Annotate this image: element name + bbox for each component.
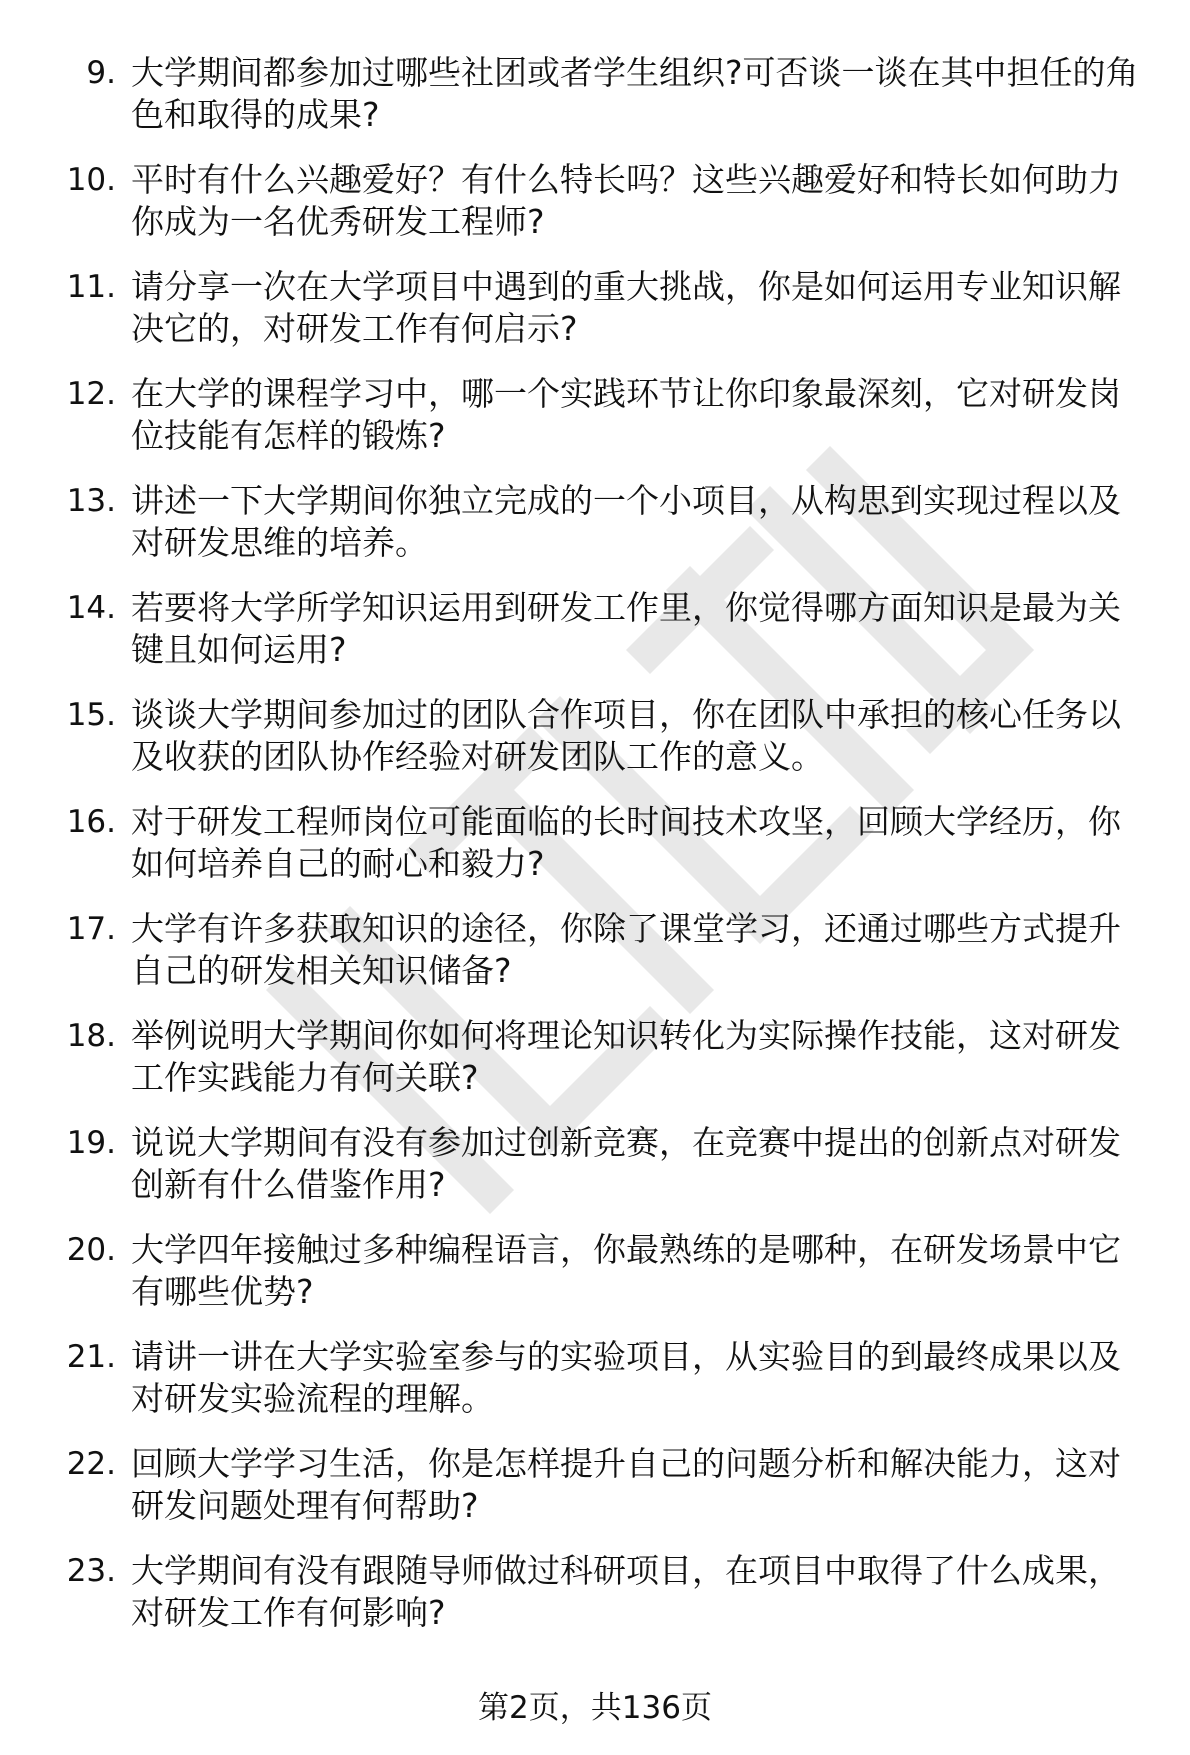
question-item bbox=[0, 1443, 1190, 1527]
question-number: 15. bbox=[66, 697, 116, 733]
question-text: 讲述一下大学期间你独立完成的一个小项目，从构思到实现过程以及对研发思维的培养。 bbox=[131, 481, 1121, 562]
question-number: 9. bbox=[86, 55, 116, 91]
question-item bbox=[0, 1122, 1190, 1206]
question-number: 21. bbox=[66, 1339, 116, 1375]
question-number: 10. bbox=[66, 162, 116, 198]
question-item bbox=[0, 587, 1190, 671]
question-text: 请讲一讲在大学实验室参与的实验项目，从实验目的到最终成果以及对研发实验流程的理解。 bbox=[131, 1337, 1121, 1418]
question-item bbox=[0, 694, 1190, 778]
question-number: 14. bbox=[66, 590, 116, 626]
question-number: 23. bbox=[66, 1553, 116, 1589]
question-item bbox=[0, 52, 1190, 136]
question-number: 13. bbox=[66, 483, 116, 519]
question-number: 20. bbox=[66, 1232, 116, 1268]
question-number: 12. bbox=[66, 376, 116, 412]
question-item bbox=[0, 480, 1190, 564]
question-text: 大学期间都参加过哪些社团或者学生组织?可否谈一谈在其中担任的角色和取得的成果? bbox=[131, 53, 1139, 134]
question-number: 18. bbox=[66, 1018, 116, 1054]
question-text: 大学有许多获取知识的途径，你除了课堂学习，还通过哪些方式提升自己的研发相关知识储备? bbox=[131, 909, 1121, 990]
question-item bbox=[0, 159, 1190, 243]
question-text: 在大学的课程学习中，哪一个实践环节让你印象最深刻，它对研发岗位技能有怎样的锻炼? bbox=[131, 374, 1121, 455]
question-text: 回顾大学学习生活，你是怎样提升自己的问题分析和解决能力，这对研发问题处理有何帮助? bbox=[131, 1444, 1121, 1525]
question-item bbox=[0, 373, 1190, 457]
question-text: 大学期间有没有跟随导师做过科研项目，在项目中取得了什么成果，对研发工作有何影响? bbox=[131, 1551, 1121, 1632]
question-text: 若要将大学所学知识运用到研发工作里，你觉得哪方面知识是最为关键且如何运用? bbox=[131, 588, 1121, 669]
question-number: 16. bbox=[66, 804, 116, 840]
question-item bbox=[0, 1015, 1190, 1099]
question-text: 大学四年接触过多种编程语言，你最熟练的是哪种，在研发场景中它有哪些优势? bbox=[131, 1230, 1121, 1311]
question-number: 11. bbox=[66, 269, 116, 305]
question-number: 19. bbox=[66, 1125, 116, 1161]
question-item bbox=[0, 1550, 1190, 1634]
question-item bbox=[0, 1336, 1190, 1420]
question-number: 22. bbox=[66, 1446, 116, 1482]
question-text: 请分享一次在大学项目中遇到的重大挑战，你是如何运用专业知识解决它的，对研发工作有何启示? bbox=[131, 267, 1121, 348]
question-text: 举例说明大学期间你如何将理论知识转化为实际操作技能，这对研发工作实践能力有何关联? bbox=[131, 1016, 1121, 1097]
question-text: 对于研发工程师岗位可能面临的长时间技术攻坚，回顾大学经历，你如何培养自己的耐心和毅力? bbox=[131, 802, 1121, 883]
page-number-label: 第2页，共136页 bbox=[478, 1690, 712, 1726]
question-item bbox=[0, 266, 1190, 350]
question-list bbox=[0, 52, 1190, 1657]
question-text: 说说大学期间有没有参加过创新竞赛，在竞赛中提出的创新点对研发创新有什么借鉴作用? bbox=[131, 1123, 1121, 1204]
question-item bbox=[0, 1229, 1190, 1313]
question-item bbox=[0, 908, 1190, 992]
page-footer bbox=[0, 1688, 1190, 1728]
question-number: 17. bbox=[66, 911, 116, 947]
question-text: 平时有什么兴趣爱好？有什么特长吗？这些兴趣爱好和特长如何助力你成为一名优秀研发工程师? bbox=[131, 160, 1121, 241]
question-item bbox=[0, 801, 1190, 885]
question-text: 谈谈大学期间参加过的团队合作项目，你在团队中承担的核心任务以及收获的团队协作经验对研发团队工作的意义。 bbox=[131, 695, 1121, 776]
